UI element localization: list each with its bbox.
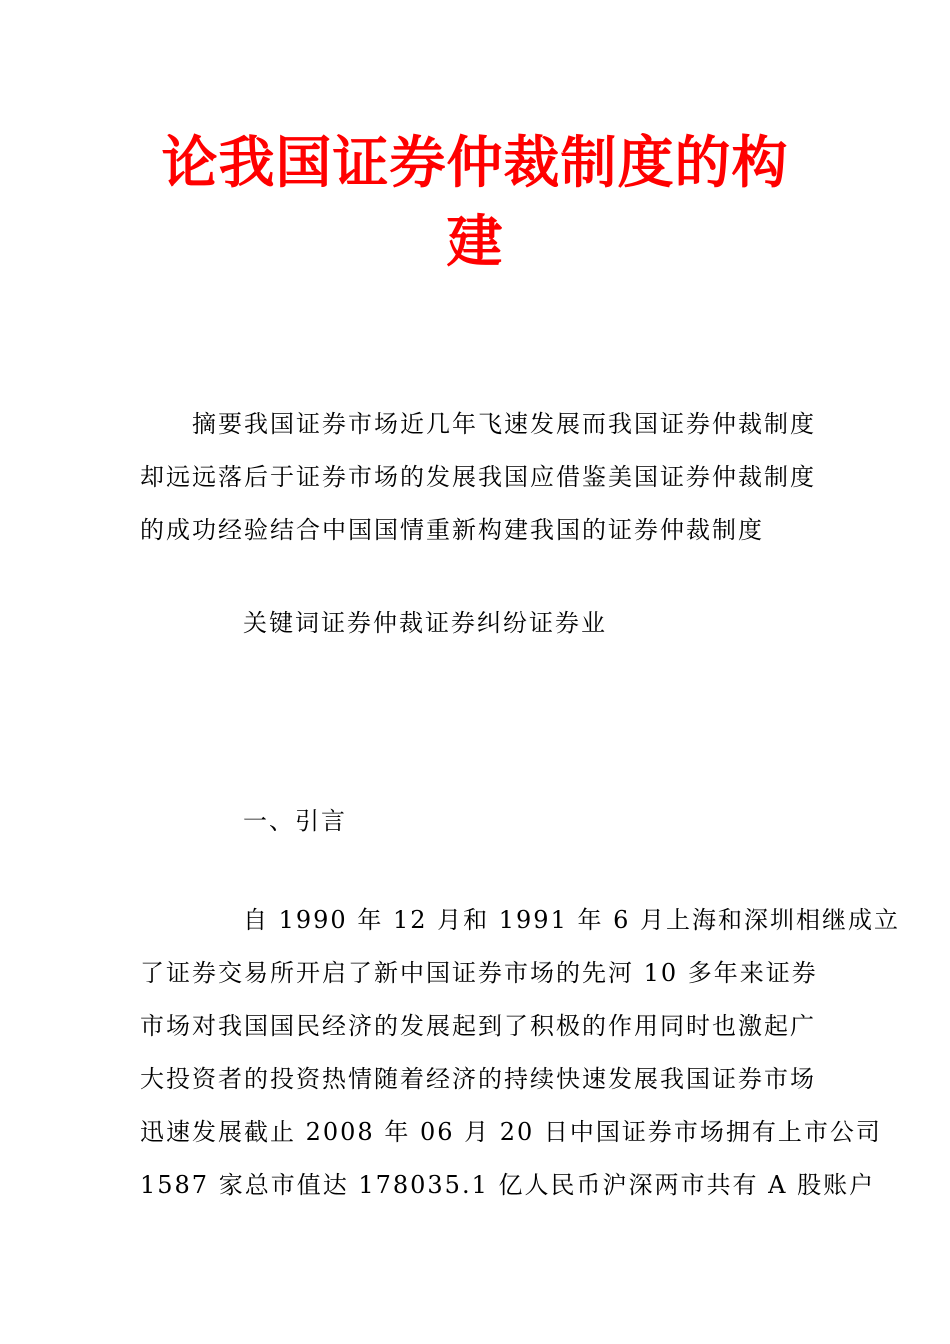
body-paragraph bbox=[140, 894, 900, 1212]
keywords-line: 关键词证券仲裁证券纠纷证券业 bbox=[243, 609, 607, 637]
body-line-2: 了证券交易所开启了新中国证券市场的先河 10 多年来证券 bbox=[140, 959, 818, 987]
body-line-3: 市场对我国国民经济的发展起到了积极的作用同时也激起广 bbox=[140, 1012, 816, 1040]
abstract-paragraph bbox=[140, 398, 816, 557]
abstract-line-2: 却远远落后于证券市场的发展我国应借鉴美国证券仲裁制度 bbox=[140, 463, 816, 491]
body-line-5: 迅速发展截止 2008 年 06 月 20 日中国证券市场拥有上市公司 bbox=[140, 1118, 882, 1146]
body-line-4: 大投资者的投资热情随着经济的持续快速发展我国证券市场 bbox=[140, 1065, 816, 1093]
document-title-line-2: 建 bbox=[446, 210, 504, 275]
abstract-line-1: 摘要我国证券市场近几年飞速发展而我国证券仲裁制度 bbox=[192, 410, 816, 438]
abstract-line-3: 的成功经验结合中国国情重新构建我国的证券仲裁制度 bbox=[140, 516, 764, 544]
body-line-6: 1587 家总市值达 178035.1 亿人民币沪深两市共有 A 股账户 bbox=[140, 1171, 876, 1199]
document-title-line-1: 论我国证券仲裁制度的构 bbox=[161, 131, 789, 196]
body-line-1: 自 1990 年 12 月和 1991 年 6 月上海和深圳相继成立 bbox=[243, 906, 900, 934]
section-heading: 一、引言 bbox=[243, 807, 347, 835]
